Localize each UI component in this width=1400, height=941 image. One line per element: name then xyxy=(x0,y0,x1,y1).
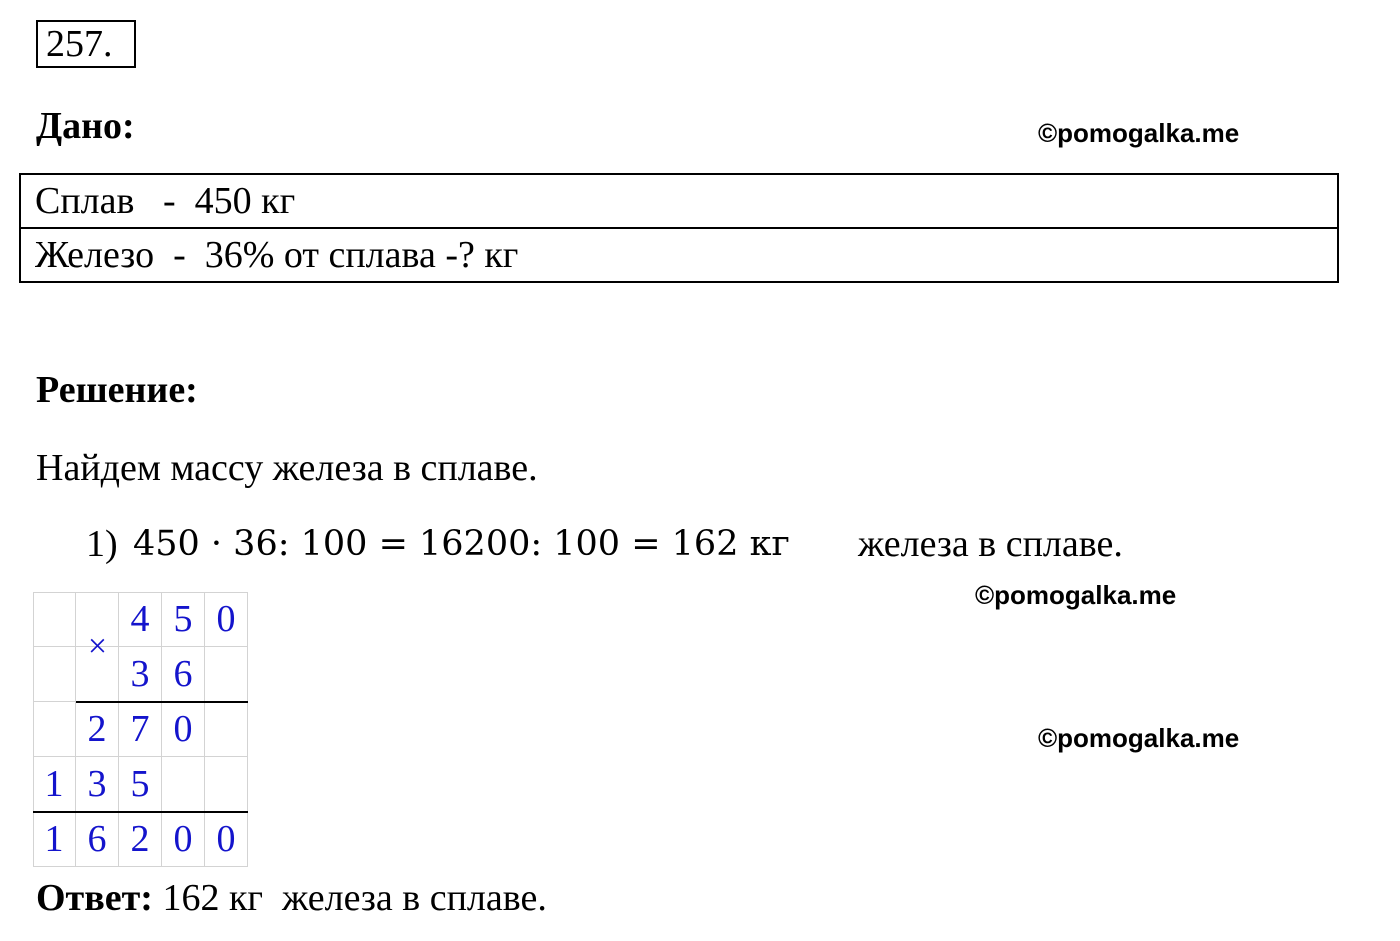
grid-cell xyxy=(205,647,248,702)
grid-cell: 5 xyxy=(162,592,205,647)
sum-line xyxy=(33,811,248,813)
grid-cell: 6 xyxy=(76,812,119,867)
solution-heading: Решение: xyxy=(36,369,198,411)
grid-cell: 6 xyxy=(162,647,205,702)
grid-cell xyxy=(33,647,76,702)
answer-label: Ответ: xyxy=(36,877,153,919)
given-row-alloy xyxy=(20,174,1338,228)
grid-cell: 0 xyxy=(205,812,248,867)
grid-cell xyxy=(33,702,76,757)
grid-cell: 2 xyxy=(119,812,162,867)
solution-intro: Найдем массу железа в сплаве. xyxy=(36,447,538,489)
grid-cell: 4 xyxy=(119,592,162,647)
grid-cell: 0 xyxy=(205,592,248,647)
step-number: 1) xyxy=(86,523,118,565)
product-line xyxy=(76,701,248,703)
grid-cell: 1 xyxy=(33,812,76,867)
grid-cell: 1 xyxy=(33,757,76,812)
grid-cell: 0 xyxy=(162,702,205,757)
task-number: 257. xyxy=(36,20,136,68)
answer-text: 162 кг железа в сплаве. xyxy=(152,877,547,919)
given-table xyxy=(19,173,1339,283)
grid-cell: 3 xyxy=(119,647,162,702)
grid-cell: 0 xyxy=(162,812,205,867)
given-row-iron xyxy=(20,228,1338,282)
grid-cell: 3 xyxy=(76,757,119,812)
given-heading: Дано: xyxy=(36,105,135,147)
watermark: ©pomogalka.me xyxy=(975,580,1177,610)
grid-cell xyxy=(205,757,248,812)
given-row-alloy-text: Сплав - 450 кг xyxy=(20,174,1338,228)
step-text: железа в сплаве. xyxy=(858,523,1123,565)
multiplication-sign: × xyxy=(87,628,108,665)
grid-cell xyxy=(33,592,76,647)
watermark: ©pomogalka.me xyxy=(1038,118,1240,148)
given-row-iron-text: Железо - 36% от сплава -? кг xyxy=(20,228,1338,282)
grid-cell xyxy=(205,702,248,757)
grid-cell: 7 xyxy=(119,702,162,757)
grid-cell: 2 xyxy=(76,702,119,757)
grid-cell xyxy=(162,757,205,812)
watermark: ©pomogalka.me xyxy=(1038,723,1240,753)
answer xyxy=(36,876,547,920)
grid-cell: 5 xyxy=(119,757,162,812)
column-multiplication xyxy=(33,592,248,870)
step-formula: 450 · 36: 100 = 16200: 100 = 162 кг xyxy=(133,524,790,564)
